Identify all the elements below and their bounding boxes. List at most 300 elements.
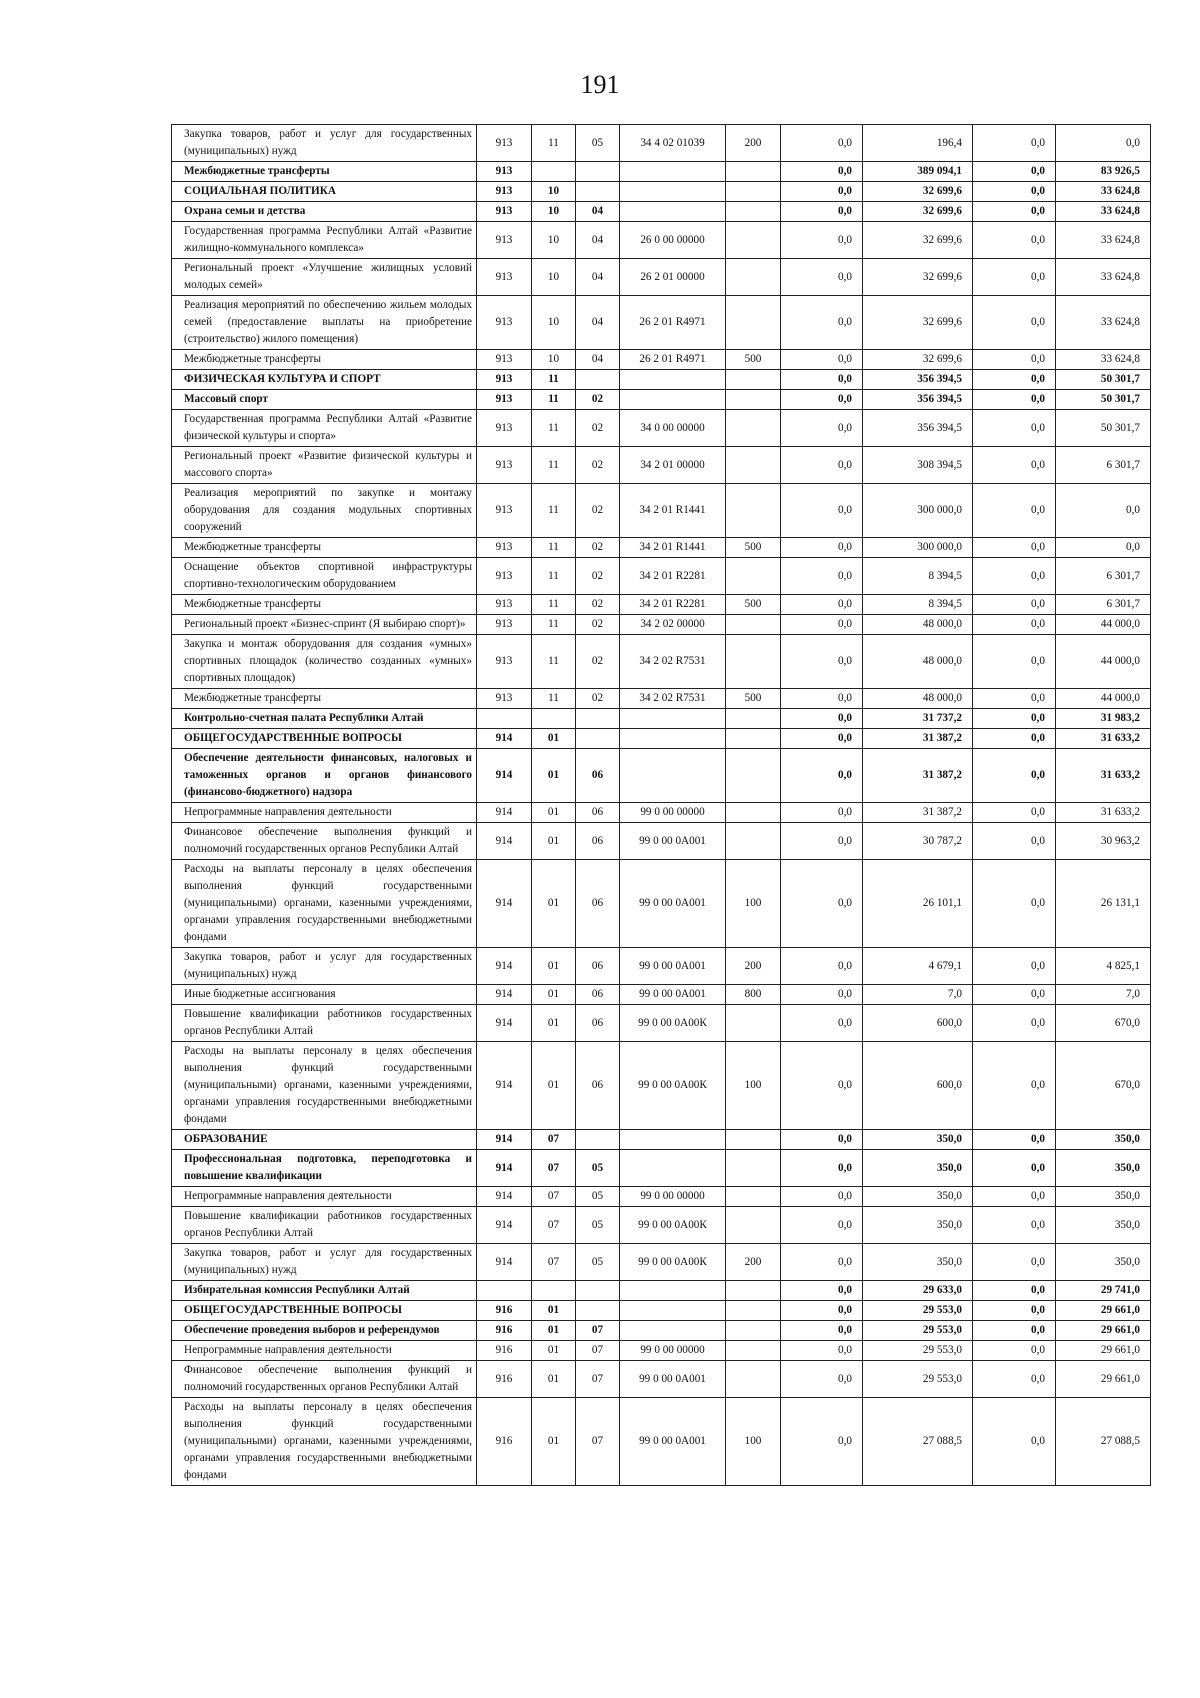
row-gr-code: 914 — [477, 1187, 532, 1207]
row-expense-type: 100 — [726, 860, 781, 948]
row-value-1: 0,0 — [781, 202, 863, 222]
row-value-2: 600,0 — [863, 1042, 973, 1130]
row-section-code: 11 — [532, 689, 576, 709]
row-subsection-code — [576, 1130, 620, 1150]
row-value-1: 0,0 — [781, 1281, 863, 1301]
row-section-code: 11 — [532, 484, 576, 538]
row-name: Избирательная комиссия Республики Алтай — [172, 1281, 477, 1301]
row-section-code: 01 — [532, 860, 576, 948]
row-value-1: 0,0 — [781, 1042, 863, 1130]
row-value-4: 33 624,8 — [1056, 350, 1151, 370]
row-value-2: 31 387,2 — [863, 803, 973, 823]
row-expense-type: 200 — [726, 1244, 781, 1281]
row-value-1: 0,0 — [781, 390, 863, 410]
row-subsection-code: 02 — [576, 595, 620, 615]
row-subsection-code — [576, 182, 620, 202]
row-target-article: 34 2 01 R2281 — [620, 595, 726, 615]
row-gr-code: 913 — [477, 689, 532, 709]
row-subsection-code: 06 — [576, 749, 620, 803]
row-gr-code: 913 — [477, 222, 532, 259]
row-name: Региональный проект «Улучшение жилищных условий молодых семей» — [172, 259, 477, 296]
row-gr-code: 914 — [477, 1244, 532, 1281]
row-value-4: 33 624,8 — [1056, 222, 1151, 259]
row-section-code: 01 — [532, 1321, 576, 1341]
row-subsection-code: 02 — [576, 484, 620, 538]
row-value-3: 0,0 — [973, 635, 1056, 689]
row-name: Реализация мероприятий по обеспечению жильем молодых семей (предоставление выплаты на приобретение (строительство) жилого помещения) — [172, 296, 477, 350]
row-value-4: 350,0 — [1056, 1207, 1151, 1244]
row-expense-type — [726, 222, 781, 259]
row-expense-type — [726, 202, 781, 222]
row-value-1: 0,0 — [781, 1321, 863, 1341]
row-section-code: 11 — [532, 447, 576, 484]
row-value-3: 0,0 — [973, 390, 1056, 410]
row-value-3: 0,0 — [973, 538, 1056, 558]
row-name: Контрольно-счетная палата Республики Алтай — [172, 709, 477, 729]
row-value-4: 350,0 — [1056, 1244, 1151, 1281]
row-target-article — [620, 709, 726, 729]
row-value-4: 6 301,7 — [1056, 447, 1151, 484]
row-name: Межбюджетные трансферты — [172, 595, 477, 615]
row-expense-type: 800 — [726, 985, 781, 1005]
row-gr-code: 913 — [477, 259, 532, 296]
row-name: Региональный проект «Развитие физической культуры и массового спорта» — [172, 447, 477, 484]
row-value-2: 350,0 — [863, 1187, 973, 1207]
row-gr-code: 914 — [477, 803, 532, 823]
row-section-code: 01 — [532, 1361, 576, 1398]
row-expense-type — [726, 1301, 781, 1321]
row-value-3: 0,0 — [973, 595, 1056, 615]
row-value-2: 356 394,5 — [863, 390, 973, 410]
row-expense-type — [726, 729, 781, 749]
row-target-article: 26 2 01 R4971 — [620, 296, 726, 350]
row-value-2: 196,4 — [863, 125, 973, 162]
table-row — [172, 558, 1151, 595]
row-target-article: 34 2 01 R1441 — [620, 484, 726, 538]
row-value-4: 44 000,0 — [1056, 689, 1151, 709]
row-value-1: 0,0 — [781, 410, 863, 447]
table-row — [172, 370, 1151, 390]
row-value-4: 30 963,2 — [1056, 823, 1151, 860]
row-section-code — [532, 1281, 576, 1301]
row-value-3: 0,0 — [973, 823, 1056, 860]
row-value-1: 0,0 — [781, 296, 863, 350]
row-name: Расходы на выплаты персоналу в целях обеспечения выполнения функций государственными (муниципальными) органами, казенными учреждениями, органами управления государственными внебюджетными фондами — [172, 860, 477, 948]
row-section-code: 07 — [532, 1244, 576, 1281]
row-subsection-code: 04 — [576, 296, 620, 350]
row-value-3: 0,0 — [973, 689, 1056, 709]
row-value-2: 300 000,0 — [863, 484, 973, 538]
row-gr-code: 913 — [477, 350, 532, 370]
row-value-3: 0,0 — [973, 484, 1056, 538]
row-target-article: 99 0 00 0А001 — [620, 823, 726, 860]
table-row — [172, 803, 1151, 823]
row-value-3: 0,0 — [973, 1150, 1056, 1187]
row-expense-type — [726, 182, 781, 202]
row-value-3: 0,0 — [973, 410, 1056, 447]
table-row — [172, 296, 1151, 350]
row-target-article: 34 2 02 R7531 — [620, 635, 726, 689]
row-value-2: 48 000,0 — [863, 635, 973, 689]
row-target-article — [620, 1281, 726, 1301]
row-value-2: 4 679,1 — [863, 948, 973, 985]
row-target-article — [620, 202, 726, 222]
row-section-code: 11 — [532, 595, 576, 615]
row-target-article: 99 0 00 0А001 — [620, 948, 726, 985]
row-value-2: 350,0 — [863, 1244, 973, 1281]
row-subsection-code: 04 — [576, 222, 620, 259]
row-name: Финансовое обеспечение выполнения функций и полномочий государственных органов Республики Алтай — [172, 823, 477, 860]
row-value-4: 33 624,8 — [1056, 202, 1151, 222]
row-section-code: 01 — [532, 1398, 576, 1486]
row-value-1: 0,0 — [781, 1361, 863, 1398]
row-subsection-code — [576, 729, 620, 749]
row-value-4: 44 000,0 — [1056, 635, 1151, 689]
row-expense-type — [726, 162, 781, 182]
row-name: ОБЩЕГОСУДАРСТВЕННЫЕ ВОПРОСЫ — [172, 729, 477, 749]
row-value-4: 4 825,1 — [1056, 948, 1151, 985]
row-gr-code: 913 — [477, 538, 532, 558]
row-subsection-code: 07 — [576, 1341, 620, 1361]
table-row — [172, 538, 1151, 558]
row-value-3: 0,0 — [973, 1341, 1056, 1361]
row-name: Межбюджетные трансферты — [172, 538, 477, 558]
row-name: Расходы на выплаты персоналу в целях обеспечения выполнения функций государственными (муниципальными) органами, казенными учреждениями, органами управления государственными внебюджетными фондами — [172, 1398, 477, 1486]
row-expense-type: 200 — [726, 125, 781, 162]
row-value-3: 0,0 — [973, 1005, 1056, 1042]
row-section-code: 01 — [532, 1301, 576, 1321]
row-value-2: 350,0 — [863, 1207, 973, 1244]
row-gr-code: 914 — [477, 1130, 532, 1150]
row-value-2: 31 387,2 — [863, 749, 973, 803]
row-value-2: 30 787,2 — [863, 823, 973, 860]
row-name: ОБЩЕГОСУДАРСТВЕННЫЕ ВОПРОСЫ — [172, 1301, 477, 1321]
row-name: Государственная программа Республики Алтай «Развитие физической культуры и спорта» — [172, 410, 477, 447]
row-value-3: 0,0 — [973, 558, 1056, 595]
row-expense-type — [726, 370, 781, 390]
row-target-article — [620, 749, 726, 803]
table-row — [172, 202, 1151, 222]
row-value-1: 0,0 — [781, 1187, 863, 1207]
row-value-1: 0,0 — [781, 635, 863, 689]
row-value-2: 29 553,0 — [863, 1361, 973, 1398]
row-value-1: 0,0 — [781, 948, 863, 985]
row-value-4: 33 624,8 — [1056, 296, 1151, 350]
row-section-code: 11 — [532, 125, 576, 162]
row-gr-code: 913 — [477, 595, 532, 615]
row-expense-type — [726, 1321, 781, 1341]
row-name: Обеспечение проведения выборов и референдумов — [172, 1321, 477, 1341]
row-target-article — [620, 729, 726, 749]
row-subsection-code: 06 — [576, 1042, 620, 1130]
row-value-4: 670,0 — [1056, 1005, 1151, 1042]
row-value-3: 0,0 — [973, 985, 1056, 1005]
row-section-code: 10 — [532, 296, 576, 350]
row-value-2: 32 699,6 — [863, 350, 973, 370]
row-subsection-code: 05 — [576, 1244, 620, 1281]
row-subsection-code: 04 — [576, 350, 620, 370]
row-name: Закупка товаров, работ и услуг для государственных (муниципальных) нужд — [172, 125, 477, 162]
row-section-code: 01 — [532, 1042, 576, 1130]
row-subsection-code: 05 — [576, 1150, 620, 1187]
row-name: Повышение квалификации работников государственных органов Республики Алтай — [172, 1207, 477, 1244]
row-section-code: 11 — [532, 390, 576, 410]
row-gr-code: 914 — [477, 860, 532, 948]
row-name: Закупка товаров, работ и услуг для государственных (муниципальных) нужд — [172, 1244, 477, 1281]
row-value-2: 32 699,6 — [863, 296, 973, 350]
row-section-code: 07 — [532, 1130, 576, 1150]
row-value-4: 31 983,2 — [1056, 709, 1151, 729]
row-expense-type — [726, 259, 781, 296]
row-target-article: 34 2 01 R2281 — [620, 558, 726, 595]
row-gr-code: 913 — [477, 390, 532, 410]
row-value-2: 31 737,2 — [863, 709, 973, 729]
row-value-4: 0,0 — [1056, 484, 1151, 538]
table-row — [172, 222, 1151, 259]
row-expense-type — [726, 410, 781, 447]
row-subsection-code: 02 — [576, 689, 620, 709]
row-subsection-code: 04 — [576, 259, 620, 296]
row-value-1: 0,0 — [781, 484, 863, 538]
row-value-4: 350,0 — [1056, 1187, 1151, 1207]
row-subsection-code: 04 — [576, 202, 620, 222]
table-row — [172, 595, 1151, 615]
table-row — [172, 823, 1151, 860]
row-name: Государственная программа Республики Алтай «Развитие жилищно-коммунального комплекса» — [172, 222, 477, 259]
table-row — [172, 182, 1151, 202]
row-target-article — [620, 1150, 726, 1187]
row-gr-code — [477, 709, 532, 729]
row-target-article — [620, 370, 726, 390]
row-target-article: 34 2 02 R7531 — [620, 689, 726, 709]
row-value-3: 0,0 — [973, 447, 1056, 484]
row-value-4: 670,0 — [1056, 1042, 1151, 1130]
row-gr-code — [477, 1281, 532, 1301]
row-gr-code: 916 — [477, 1341, 532, 1361]
row-subsection-code — [576, 1281, 620, 1301]
row-value-1: 0,0 — [781, 615, 863, 635]
row-gr-code: 914 — [477, 985, 532, 1005]
row-expense-type — [726, 709, 781, 729]
row-value-4: 27 088,5 — [1056, 1398, 1151, 1486]
row-expense-type: 500 — [726, 689, 781, 709]
row-name: Расходы на выплаты персоналу в целях обеспечения выполнения функций государственными (муниципальными) органами, казенными учреждениями, органами управления государственными внебюджетными фондами — [172, 1042, 477, 1130]
row-target-article: 99 0 00 0А001 — [620, 860, 726, 948]
row-value-3: 0,0 — [973, 1207, 1056, 1244]
row-name: СОЦИАЛЬНАЯ ПОЛИТИКА — [172, 182, 477, 202]
row-target-article — [620, 1301, 726, 1321]
row-expense-type: 200 — [726, 948, 781, 985]
row-expense-type: 100 — [726, 1398, 781, 1486]
row-value-2: 308 394,5 — [863, 447, 973, 484]
row-gr-code: 913 — [477, 296, 532, 350]
row-value-2: 32 699,6 — [863, 222, 973, 259]
row-value-1: 0,0 — [781, 259, 863, 296]
row-value-1: 0,0 — [781, 709, 863, 729]
table-row — [172, 447, 1151, 484]
row-expense-type — [726, 1341, 781, 1361]
row-gr-code: 913 — [477, 447, 532, 484]
page-number: 191 — [580, 70, 620, 99]
row-value-1: 0,0 — [781, 1341, 863, 1361]
row-name: ОБРАЗОВАНИЕ — [172, 1130, 477, 1150]
row-target-article — [620, 1321, 726, 1341]
row-subsection-code: 06 — [576, 1005, 620, 1042]
row-gr-code: 913 — [477, 484, 532, 538]
row-value-3: 0,0 — [973, 803, 1056, 823]
row-value-2: 389 094,1 — [863, 162, 973, 182]
row-subsection-code: 07 — [576, 1361, 620, 1398]
row-value-1: 0,0 — [781, 538, 863, 558]
table-row — [172, 1005, 1151, 1042]
row-value-1: 0,0 — [781, 182, 863, 202]
row-target-article: 34 2 01 00000 — [620, 447, 726, 484]
row-section-code — [532, 709, 576, 729]
table-row — [172, 1361, 1151, 1398]
row-value-3: 0,0 — [973, 948, 1056, 985]
row-value-3: 0,0 — [973, 1321, 1056, 1341]
row-gr-code: 913 — [477, 125, 532, 162]
row-subsection-code — [576, 370, 620, 390]
row-gr-code: 913 — [477, 558, 532, 595]
row-subsection-code — [576, 709, 620, 729]
row-value-1: 0,0 — [781, 1005, 863, 1042]
row-value-2: 350,0 — [863, 1150, 973, 1187]
row-value-1: 0,0 — [781, 447, 863, 484]
row-subsection-code: 02 — [576, 538, 620, 558]
row-gr-code: 914 — [477, 729, 532, 749]
row-section-code: 01 — [532, 729, 576, 749]
row-expense-type — [726, 1005, 781, 1042]
row-value-2: 32 699,6 — [863, 182, 973, 202]
row-value-4: 0,0 — [1056, 125, 1151, 162]
row-value-1: 0,0 — [781, 350, 863, 370]
row-name: Межбюджетные трансферты — [172, 350, 477, 370]
row-name: Непрограммные направления деятельности — [172, 1187, 477, 1207]
row-subsection-code: 05 — [576, 125, 620, 162]
row-value-3: 0,0 — [973, 162, 1056, 182]
row-name: Иные бюджетные ассигнования — [172, 985, 477, 1005]
row-target-article — [620, 162, 726, 182]
row-value-2: 29 553,0 — [863, 1321, 973, 1341]
row-expense-type — [726, 296, 781, 350]
row-name: Непрограммные направления деятельности — [172, 803, 477, 823]
row-value-2: 356 394,5 — [863, 410, 973, 447]
row-value-2: 29 553,0 — [863, 1341, 973, 1361]
row-expense-type — [726, 1130, 781, 1150]
row-target-article — [620, 390, 726, 410]
row-value-4: 350,0 — [1056, 1130, 1151, 1150]
row-subsection-code: 05 — [576, 1207, 620, 1244]
row-value-3: 0,0 — [973, 222, 1056, 259]
table-row — [172, 1042, 1151, 1130]
row-value-1: 0,0 — [781, 803, 863, 823]
row-value-3: 0,0 — [973, 749, 1056, 803]
row-target-article: 26 0 00 00000 — [620, 222, 726, 259]
row-gr-code: 914 — [477, 1207, 532, 1244]
row-value-4: 29 661,0 — [1056, 1301, 1151, 1321]
row-value-1: 0,0 — [781, 729, 863, 749]
row-target-article: 99 0 00 0А00К — [620, 1042, 726, 1130]
table-row — [172, 162, 1151, 182]
row-section-code: 10 — [532, 202, 576, 222]
table-row — [172, 860, 1151, 948]
row-section-code: 07 — [532, 1207, 576, 1244]
row-value-3: 0,0 — [973, 729, 1056, 749]
row-section-code: 01 — [532, 1005, 576, 1042]
row-value-4: 31 633,2 — [1056, 729, 1151, 749]
row-expense-type — [726, 823, 781, 860]
row-value-4: 29 661,0 — [1056, 1341, 1151, 1361]
table-row — [172, 410, 1151, 447]
row-value-3: 0,0 — [973, 350, 1056, 370]
row-value-1: 0,0 — [781, 558, 863, 595]
row-expense-type — [726, 447, 781, 484]
row-value-3: 0,0 — [973, 259, 1056, 296]
row-gr-code: 914 — [477, 1042, 532, 1130]
row-target-article: 34 2 01 R1441 — [620, 538, 726, 558]
row-expense-type — [726, 1361, 781, 1398]
row-expense-type — [726, 615, 781, 635]
row-value-1: 0,0 — [781, 860, 863, 948]
row-value-2: 29 553,0 — [863, 1301, 973, 1321]
row-name: Закупка товаров, работ и услуг для государственных (муниципальных) нужд — [172, 948, 477, 985]
table-row — [172, 689, 1151, 709]
row-target-article: 99 0 00 0А001 — [620, 1361, 726, 1398]
row-value-3: 0,0 — [973, 1187, 1056, 1207]
row-gr-code: 913 — [477, 615, 532, 635]
row-target-article: 99 0 00 0А00К — [620, 1005, 726, 1042]
row-target-article: 34 4 02 01039 — [620, 125, 726, 162]
budget-table — [171, 124, 1151, 1486]
row-gr-code: 913 — [477, 370, 532, 390]
table-row — [172, 390, 1151, 410]
row-value-2: 27 088,5 — [863, 1398, 973, 1486]
row-section-code — [532, 162, 576, 182]
row-value-4: 350,0 — [1056, 1150, 1151, 1187]
row-subsection-code: 02 — [576, 447, 620, 484]
row-target-article: 34 0 00 00000 — [620, 410, 726, 447]
row-value-3: 0,0 — [973, 370, 1056, 390]
row-target-article: 99 0 00 0А001 — [620, 1398, 726, 1486]
row-value-4: 6 301,7 — [1056, 558, 1151, 595]
row-value-1: 0,0 — [781, 125, 863, 162]
row-value-2: 29 633,0 — [863, 1281, 973, 1301]
row-section-code: 07 — [532, 1150, 576, 1187]
row-subsection-code: 02 — [576, 410, 620, 447]
row-section-code: 07 — [532, 1187, 576, 1207]
row-name: Оснащение объектов спортивной инфраструктуры спортивно-технологическим оборудованием — [172, 558, 477, 595]
table-row — [172, 709, 1151, 729]
table-row — [172, 259, 1151, 296]
row-name: Повышение квалификации работников государственных органов Республики Алтай — [172, 1005, 477, 1042]
row-gr-code: 916 — [477, 1361, 532, 1398]
row-value-1: 0,0 — [781, 162, 863, 182]
row-section-code: 01 — [532, 823, 576, 860]
row-value-4: 83 926,5 — [1056, 162, 1151, 182]
row-gr-code: 914 — [477, 749, 532, 803]
row-gr-code: 913 — [477, 635, 532, 689]
row-section-code: 10 — [532, 259, 576, 296]
row-value-2: 48 000,0 — [863, 615, 973, 635]
row-value-3: 0,0 — [973, 202, 1056, 222]
table-row — [172, 615, 1151, 635]
row-subsection-code: 05 — [576, 1187, 620, 1207]
row-target-article: 26 2 01 00000 — [620, 259, 726, 296]
row-target-article: 26 2 01 R4971 — [620, 350, 726, 370]
row-value-3: 0,0 — [973, 1130, 1056, 1150]
table-row — [172, 1130, 1151, 1150]
